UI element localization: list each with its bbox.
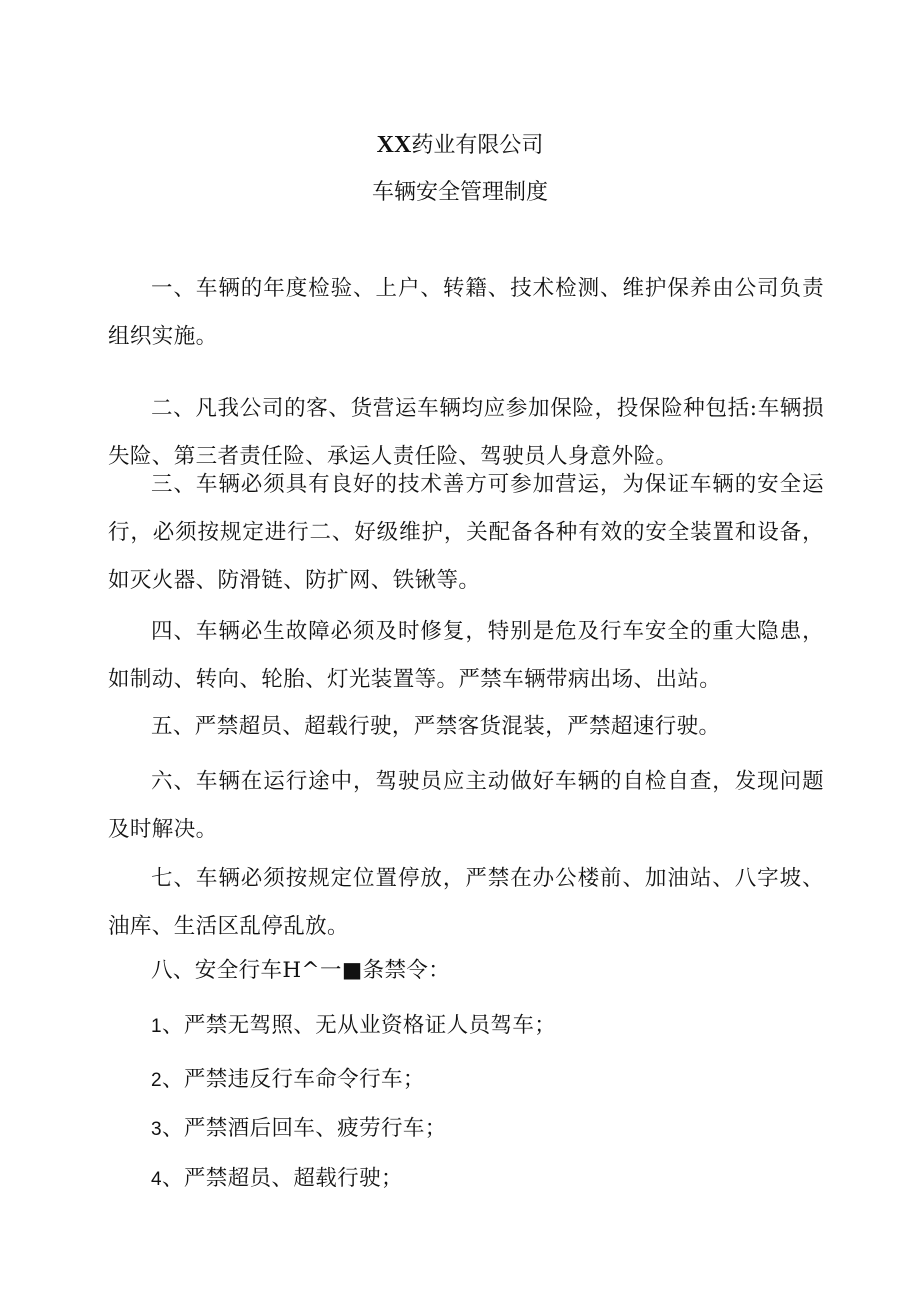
list-text: 、严禁违反行车命令行车；	[161, 1067, 425, 1092]
list-item-3	[108, 1105, 824, 1154]
list-text: 、严禁超员、超载行驶；	[161, 1166, 403, 1191]
list-item-4	[108, 1155, 824, 1204]
list-item-1	[108, 1002, 824, 1051]
list-number: 3	[151, 1119, 162, 1140]
list-text: 、严禁酒后回车、疲劳行车；	[161, 1116, 447, 1141]
paragraph-7: 七、车辆必须按规定位置停放，严禁在办公楼前、加油站、八字坡、油库、生活区乱停乱放。	[108, 866, 824, 939]
paragraph-3: 三、车辆必须具有良好的技术善方可参加营运，为保证车辆的安全运行，必须按规定进行二、好级维护，关配备各种有效的安全装置和设备，如灭火器、防滑链、防扩网、铁锹等。	[108, 472, 824, 593]
list-item-2	[108, 1056, 824, 1105]
paragraph-6: 六、车辆在运行途中，驾驶员应主动做好车辆的自检自查，发现问题及时解决。	[108, 769, 824, 842]
company-prefix: XX	[376, 132, 412, 158]
paragraph-4: 四、车辆必生故障必须及时修复，特别是危及行车安全的重大隐患，如制动、转向、轮胎、灯光装置等。严禁车辆带病出场、出站。	[108, 619, 824, 692]
paragraph-2: 二、凡我公司的客、货营运车辆均应参加保险，投保险种包括:车辆损失险、第三者责任险、承运人责任险、驾驶员人身意外险。	[108, 396, 824, 469]
list-number: 2	[151, 1070, 162, 1091]
document-title: 车辆安全管理制度	[371, 180, 548, 205]
list-text: 、严禁无驾照、无从业资格证人员驾车；	[161, 1013, 557, 1038]
paragraph-1: 一、车辆的年度检验、上户、转籍、技术检测、维护保养由公司负责组织实施。	[108, 276, 824, 349]
list-number: 1	[151, 1016, 162, 1037]
paragraph-5: 五、严禁超员、超载行驶，严禁客货混装，严禁超速行驶。	[151, 714, 721, 739]
paragraph-8: 八、安全行车H^一■条禁令：	[151, 958, 451, 983]
company-name: 药业有限公司	[411, 133, 544, 158]
company-title	[0, 130, 920, 161]
list-number: 4	[151, 1169, 162, 1190]
